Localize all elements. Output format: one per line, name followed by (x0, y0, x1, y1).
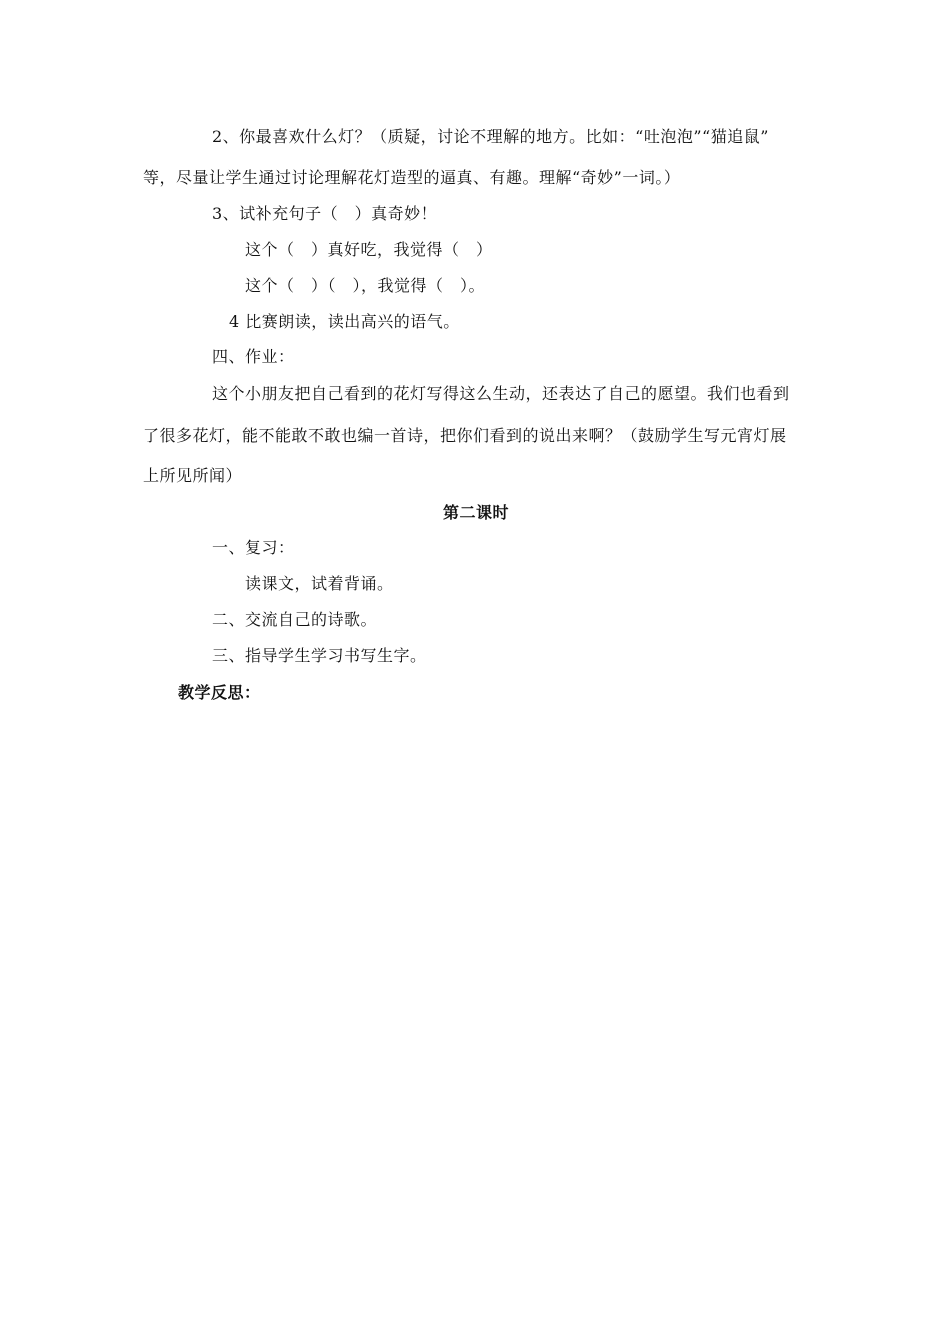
teaching-reflection-label: 教学反思： (178, 683, 261, 702)
question-3-example-2: 这个（ ）（ ），我觉得（ ）。 (245, 276, 486, 295)
review-title: 一、复习： (212, 538, 295, 557)
step-2: 二、交流自己的诗歌。 (212, 610, 378, 629)
question-4: 4 比赛朗读，读出高兴的语气。 (229, 312, 460, 331)
question-3-example-1: 这个（ ）真好吃，我觉得（ ） (245, 240, 493, 259)
review-item: 读课文，试着背诵。 (245, 574, 394, 593)
step-3: 三、指导学生学习书写生字。 (212, 646, 427, 665)
question-2-line-2: 等，尽量让学生通过讨论理解花灯造型的逼真、有趣。理解“奇妙”一词。） (143, 168, 681, 187)
lesson-2-heading: 第二课时 (443, 503, 510, 522)
question-3-title: 3、试补充句子（ ）真奇妙！ (212, 204, 438, 223)
homework-line-2: 了很多花灯，能不能敢不敢也编一首诗，把你们看到的说出来啊？（鼓励学生写元宵灯展 (143, 426, 787, 445)
question-2-line-1: 2、你最喜欢什么灯？（质疑，讨论不理解的地方。比如：“吐泡泡”“猫追鼠” (212, 127, 769, 146)
homework-title: 四、作业： (212, 347, 295, 366)
homework-line-3: 上所见所闻） (143, 466, 243, 485)
homework-line-1: 这个小朋友把自己看到的花灯写得这么生动，还表达了自己的愿望。我们也看到 (212, 384, 790, 403)
